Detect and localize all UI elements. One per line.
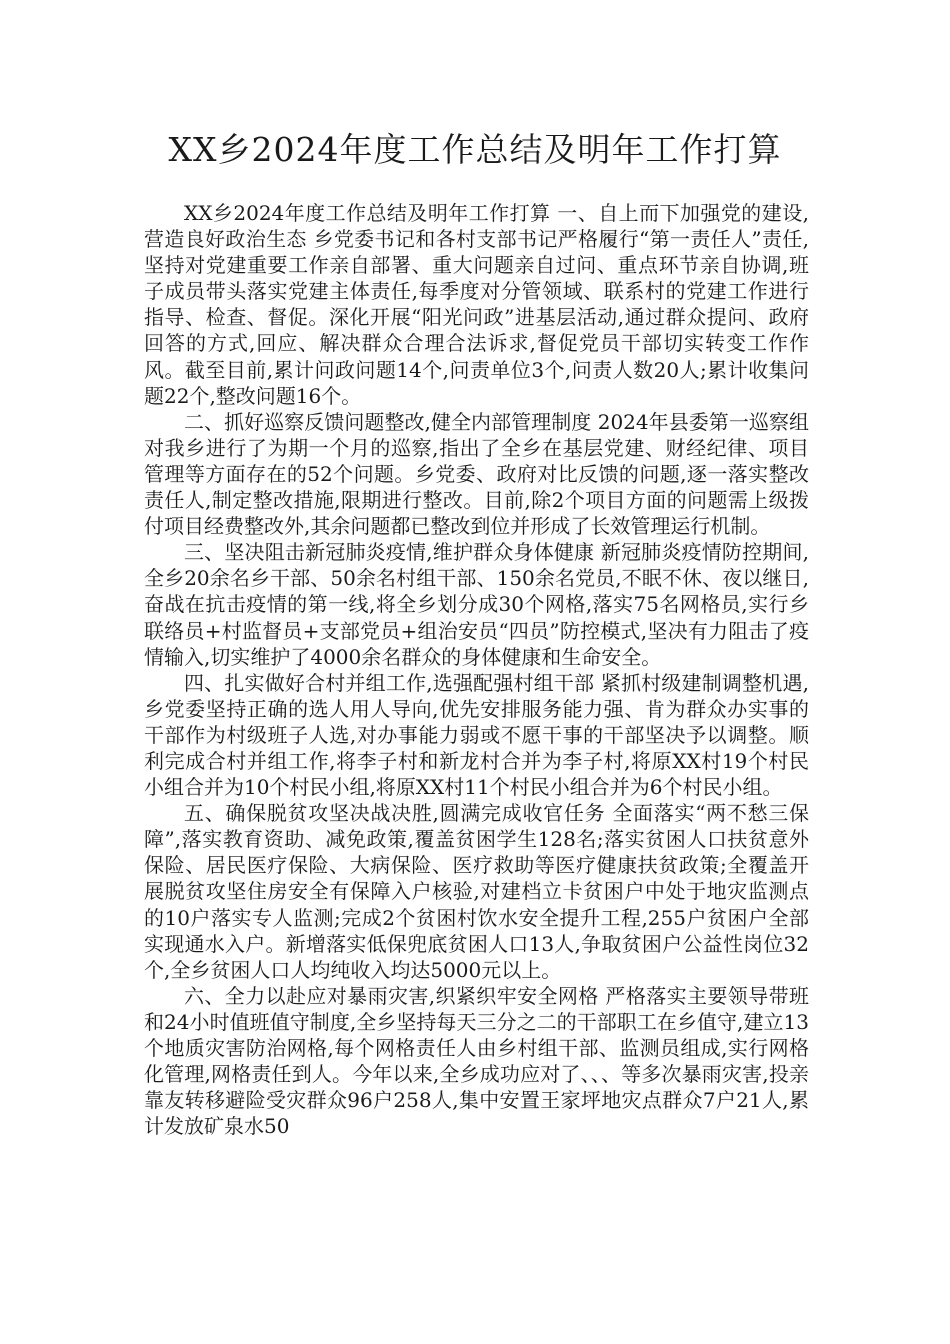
paragraph-2: 二、抓好巡察反馈问题整改,健全内部管理制度 2024年县委第一巡察组对我乡进行了为期一个月的巡察,指出了全乡在基层党建、财经纪律、项目管理等方面存在的52个问题。乡党委、政府对比反馈的问题,逐一落实整改责任人,制定整改措施,限期进行整改。目前,除2个项目方面的问题需上级拨付项目经费整改外,其余问题都已整改到位并形成了长效管理运行机制。	[144, 409, 809, 539]
document-body	[144, 200, 809, 1139]
paragraph-6: 六、全力以赴应对暴雨灾害,织紧织牢安全网格 严格落实主要领导带班和24小时值班值守制度,全乡坚持每天三分之二的干部职工在乡值守,建立13个地质灾害防治网格,每个网格责任人由乡村组干部、监测员组成,实行网格化管理,网格责任到人。今年以来,全乡成功应对了、、、等多次暴雨灾害,投亲靠友转移避险受灾群众96户258人,集中安置王家坪地灾点群众7户21人,累计发放矿泉水50	[144, 983, 809, 1139]
paragraph-5: 五、确保脱贫攻坚决战决胜,圆满完成收官任务 全面落实“两不愁三保障”,落实教育资助、减免政策,覆盖贫困学生128名;落实贫困人口扶贫意外保险、居民医疗保险、大病保险、医疗救助等医疗健康扶贫政策;全覆盖开展脱贫攻坚住房安全有保障入户核验,对建档立卡贫困户中处于地灾监测点的10户落实专人监测;完成2个贫困村饮水安全提升工程,255户贫困户全部实现通水入户。新增落实低保兜底贫困人口13人,争取贫困户公益性岗位32个,全乡贫困人口人均纯收入均达5000元以上。	[144, 801, 809, 982]
paragraph-4: 四、扎实做好合村并组工作,选强配强村组干部 紧抓村级建制调整机遇,乡党委坚持正确的选人用人导向,优先安排服务能力强、肯为群众办实事的干部作为村级班子人选,对办事能力弱或不愿干事的干部坚决予以调整。顺利完成合村并组工作,将李子村和新龙村合并为李子村,将原XX村19个村民小组合并为10个村民小组,将原XX村11个村民小组合并为6个村民小组。	[144, 670, 809, 800]
paragraph-3: 三、坚决阻击新冠肺炎疫情,维护群众身体健康 新冠肺炎疫情防控期间,全乡20余名乡干部、50余名村组干部、150余名党员,不眠不休、夜以继日,奋战在抗击疫情的第一线,将全乡划分成30个网格,落实75名网格员,实行乡联络员+村监督员+支部党员+组治安员“四员”防控模式,坚决有力阻击了疫情输入,切实维护了4000余名群众的身体健康和生命安全。	[144, 540, 809, 669]
document-title: XX乡2024年度工作总结及明年工作打算	[168, 130, 782, 169]
paragraph-1: XX乡2024年度工作总结及明年工作打算 一、自上而下加强党的建设,营造良好政治生态 乡党委书记和各村支部书记严格履行“第一责任人”责任,坚持对党建重要工作亲自部署、重大问题亲自过问、重点环节亲自协调,班子成员带头落实党建主体责任,每季度对分管领域、联系村的党建工作进行指导、检查、督促。深化开展“阳光问政”进基层活动,通过群众提问、政府回答的方式,回应、解决群众合理合法诉求,督促党员干部切实转变工作作风。截至目前,累计问政问题14个,问责单位3个,问责人数20人;累计收集问题22个,整改问题16个。	[144, 201, 809, 408]
